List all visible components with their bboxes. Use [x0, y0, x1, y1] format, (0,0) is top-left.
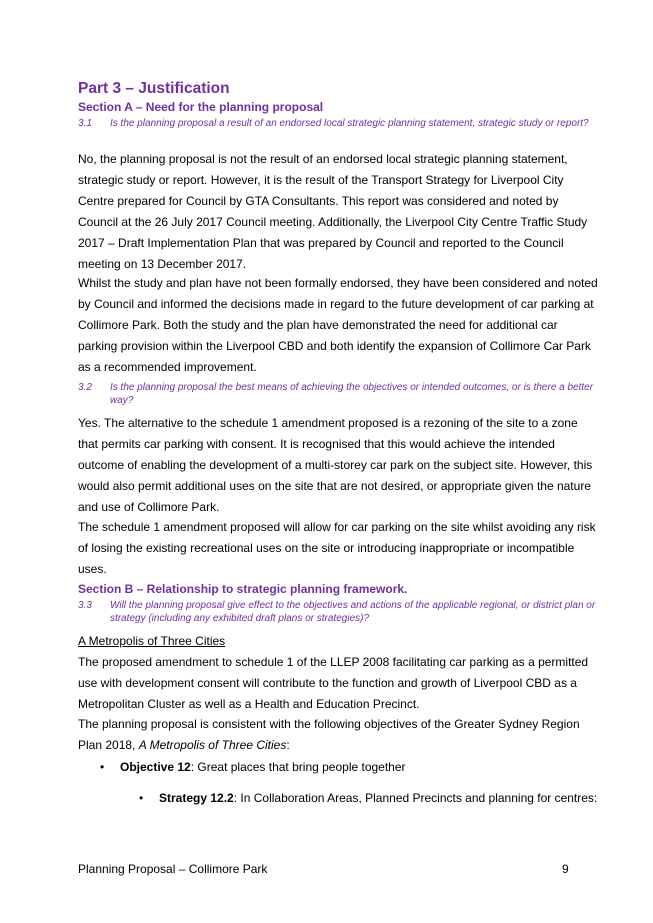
question-text: Is the planning proposal the best means of achieving the objectives or intended outcomes, or is there a better way? — [110, 382, 594, 406]
footer-page-number: 9 — [562, 862, 569, 876]
question-number: 3.1 — [78, 118, 92, 129]
paragraph-5: The proposed amendment to schedule 1 of the LLEP 2008 facilitating car parking as a permitted use with development consent will contribute to the function and growth of Liverpool CBD as a Metropolitan Cluster as well as a Health and Education Precinct. — [78, 655, 589, 711]
subheading-metropolis: A Metropolis of Three Cities — [78, 634, 226, 648]
paragraph-6-end: : — [286, 738, 290, 752]
paragraph-1: No, the planning proposal is not the result of an endorsed local strategic planning statement, strategic study or report. However, it is the result of the Transport Strategy for Liverpool City Centre prepared for Council by GTA Consultants. This report was considered and noted by Council at the 26 July 2017 Council meeting. Additionally, the Liverpool City Centre Traffic Study 2017 – Draft Implementation Plan that was prepared by Council and reported to the Council meeting on 13 December 2017. — [78, 152, 588, 271]
section-a-heading: Section A – Need for the planning proposal — [78, 100, 324, 114]
question-3-3 — [78, 599, 598, 625]
plan-title: A Metropolis of Three Cities — [138, 738, 287, 752]
question-text: Is the planning proposal a result of an endorsed local strategic planning statement, strategic study or report? — [110, 118, 589, 129]
paragraph-6-start: The planning proposal is consistent with the following objectives of the Greater Sydney Region Plan 2018, — [78, 717, 580, 752]
question-number: 3.2 — [78, 382, 92, 393]
question-3-1 — [78, 117, 598, 130]
question-number: 3.3 — [78, 600, 92, 611]
objective-label: Objective 12 — [120, 760, 191, 774]
paragraph-4: The schedule 1 amendment proposed will allow for car parking on the site whilst avoiding any risk of losing the existing recreational uses on the site or introducing inappropriate or incompatible uses. — [78, 520, 596, 576]
bullet-objective-12 — [100, 757, 406, 778]
question-3-2 — [78, 381, 598, 407]
bullet-strategy-12-2 — [139, 788, 597, 809]
strategy-label: Strategy 12.2 — [159, 791, 234, 805]
bullet-content — [120, 760, 406, 774]
bullet-content — [159, 791, 597, 805]
objective-text: : Great places that bring people together — [190, 760, 406, 774]
paragraph-2: Whilst the study and plan have not been formally endorsed, they have been considered and noted by Council and informed the decisions made in regard to the future development of car parking at Collimore Park. Both the study and the plan have demonstrated the need for additional car parking provision within the Liverpool CBD and both identify the expansion of Collimore Car Park as a recommended improvement. — [78, 276, 598, 374]
strategy-text: : In Collaboration Areas, Planned Precincts and planning for centres: — [233, 791, 598, 805]
question-text: Will the planning proposal give effect to the objectives and actions of the applicable regional, or district plan or strategy (including any exhibited draft plans or strategies)? — [110, 600, 596, 624]
part-heading: Part 3 – Justification — [78, 80, 230, 97]
bullet-icon: • — [139, 791, 144, 805]
paragraph-3: Yes. The alternative to the schedule 1 amendment proposed is a rezoning of the site to a zone that permits car parking with consent. It is recognised that this would achieve the intended outcome of enabling the development of a multi-storey car park on the subject site. However, this would also permit additional uses on the site that are not desired, or appropriate given the nature and use of Collimore Park. — [78, 416, 593, 514]
footer-title: Planning Proposal – Collimore Park — [78, 862, 268, 876]
section-b-heading: Section B – Relationship to strategic planning framework. — [78, 582, 408, 596]
paragraph-6 — [78, 714, 598, 756]
bullet-icon: • — [100, 760, 105, 774]
